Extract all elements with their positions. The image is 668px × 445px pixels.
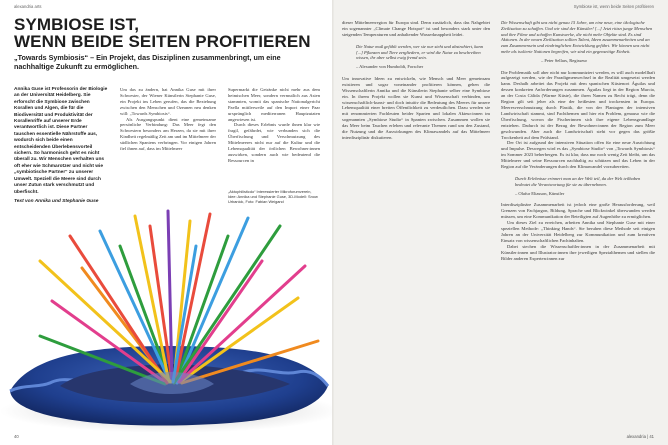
column-3-paragraph: Supermarkt die Getränke nicht mehr aus dem heimischen Meer, sondern vermutlich aus Asien stammten, womit das spanische Nationalgericht Paella mittlerweile auf den Import einer Paar ursprünglich mediterranen Hauptzutaten angewiesen ist.	[228, 87, 320, 122]
author-byline: Text von Annika und Stephanie Guse	[14, 199, 99, 204]
intro-paragraph: Annika Guse ist Professorin der Biologie an der Universität Heidelberg. Sie erforscht die Symbiose zwischen Korallen und Algen, die für die Biodiversität und Produktivität der Korallenriffe auf unserer Erde verantwortlich ist. Diese Partner tauschen essentielle Nährstoffe aus, wodurch sich beide einen entscheidenden Überlebensvorteil sichern. So harmonisch geht es nicht überall zu. Wir Menschen verhalten uns oft eher wie Schmarotzer und nicht wie „symbiotische Partner“ zu unserer Umwelt. Speziell die Meere sind durch unser Zutun stark verschmutzt und überfischt.	[14, 87, 108, 195]
column-4	[342, 20, 490, 141]
column-3-paragraph: Durch dieses Erlebnis wurde ihnen klar wie fragil, gefährdet, wie verbunden sich die Überfischung und Verschmutzung des Mittelmeeres nicht nur auf die Kultur und die Lebensqualität der örtlichen Bewohner:innen auswirken, sondern auch wie bedeutend die Ressourcen in	[228, 122, 320, 163]
eliasson-attribution: – Olafur Eliasson, Künstler	[515, 190, 565, 196]
image-caption: „Aktophilisticdo“ Interessierter Mikroforumverein, Idee: Annika und Stephanie Guse, 3D-Modell: Snow Urbanick, Foto: Fabian Weigand	[228, 189, 318, 204]
column-4-paragraph: Um innovative Ideen zu entwickeln, wie Mensch und Meer gemeinsam existieren und sogar voneinander profitieren können, gehen die Wissenschaftlerin Annika und die Künstlerin Stephanie selber eine Symbiose ein. In ihrem Projekt wollen sie Kunst und Wissenschaft verbinden, um wissenschaftlich-kunst- und doch intuitiv die Bedeutung des Meeres für unsere Lebensqualität einer breiten Öffentlichkeit zu verdeutlichen. Dazu werden sie mit renommierten Fachleuten beider Sparten und lokalen Akteur:innen im sogenannten „Symbiose Studio“ in Spanien zwischen. Zusammen wollen sie das Meer beim Tauchen erleben und relevante Themen rund um den Zustand, die Nutzung und die Auswirkungen des Klimawandels auf das Mittelmeer interdisziplinär diskutieren.	[342, 75, 490, 140]
column-3	[228, 87, 320, 164]
title-line-1: SYMBIOSE IST,	[14, 15, 140, 34]
sellars-quote-block	[501, 20, 655, 64]
humboldt-quote-block	[342, 44, 490, 70]
article-lead: „Towards Symbiosis“ – Ein Projekt, das Disziplinen zusammenbringt, um eine nachhaltige Zukunft zu ermöglichen.	[14, 53, 281, 71]
sellars-attribution: – Peter Sellars, Regisseur	[541, 57, 587, 63]
article-title	[14, 16, 311, 50]
sellars-quote: Die Wissenschaft gibt uns nicht genau 15 Jahre, um eine neue, eine ökologische Zivilisation zu schaffen. Und wir sind der Künstler! [...] Jetzt rittsn junge Menschen und ihre Filme und schaffen Kunstwerke, die nicht mehr Objekte sind. Es sind Aktionen. In der neuen Zivilisation sollten Talent, Ideen zusammenarbeiten und an zum Zusammensein und eindringlichen Entwicklung geführt. Wir können uns nicht mehr als isolierte Nationen begreifen, wir sind ein gegenseitige Einheit.	[501, 20, 653, 54]
column-2-paragraph: Um das zu ändern, hat Annika Guse mit ihrer Schwester, der Wiener Künstlerin Stephanie Guse, ein Projekt ins Leben gerufen, das die Beziehung zwischen den Menschen und Ozeanen neu denken will: „Towards Symbiosis“.	[120, 87, 216, 116]
straw-sculpture-photo	[0, 206, 334, 432]
column-5-paragraph: Um dieses Ziel zu erreichen, arbeiten Annika und Stephanie Guse mit einer speziellen Methode: „Thinking Hands“. Sie beruhen diese Methode seit einigen Jahren an der Universität Heidelberg zur Kommunikation und zum kreativen Einsatz von wissenschaftlichen Fachinhalten.	[501, 220, 655, 243]
column-5-paragraph: Die Problematik soll aber nicht nur kommuniziert werden, es will auch modellhaft aufgezeigt werden, wie der Paradigmenwechsel in die Realität umgesetzt werden kann. Deshalb arbeitet das Projekt mit dem spanischen Küstenort Águilas und dessen konkreten Anforderungen zusammen. Águilas liegt in der Region Murcia, an der Costa Cálida (Warme Küste), die ihren Namen zu Recht trägt, denn die Region gilt seit jeher als eine der heißesten und trockensten in Europa. Meeresverschmutzung durch Plastik, die von der Plantagen der intensiven Landwirtschaft stammt, sind Fachthemen und hier ein Problem, genauso wie die Überfischung, wovon die Fischerinnen sich ihre eigene Lebensgrundlage entziehen. Dadurch ist der Bezug der Bewohner:innen der Region zum Meer geschwunden. Aber auch die Landwirtschaft steht vor gegen das größte Trockenheit auf dem Prüfstand.	[501, 69, 655, 140]
left-running-header: alexandria arts	[14, 4, 42, 9]
column-5	[501, 20, 655, 261]
eliasson-quote: Durch Erlebnisse erinnert man an der Welt teil, da der Welt teilhaben bedeutet die Verantwortung für sie zu übernehmen.	[515, 175, 641, 187]
column-4-paragraph: dieser Mittelmeerregion für Europa sind. Denn zusätzlich, dass das Nahgebiet ein sogenannter „Climate Change Hotspot“ ist und besonders stark unter den steigenden Temperaturen und anhaltender Wasserknappheit leidet.	[342, 20, 490, 37]
eliasson-quote-block	[501, 176, 655, 196]
column-2	[120, 87, 216, 152]
column-5-paragraph: Interdisziplinäre Zusammenarbeit ist jedoch eine große Herausforderung, weil Grenzen von Fachjargon, Bildung, Sprache und Blickwinkel überwunden werden müssen, um eine Kommunikation der Beteiligten auf Augenhöhe zu ermöglichen.	[501, 202, 655, 220]
right-page-number: alexandria | 41	[626, 434, 654, 439]
left-page-number: 40	[14, 434, 19, 439]
title-line-2: WENN BEIDE SEITEN PROFITIEREN	[14, 32, 311, 51]
column-2-paragraph: Als Ausgangspunkt dient eine gemeinsame persönliche Verbindung: Das Meer fegt den Schwestern besonders am Herzen, da sie mit ihrer Kindheit regelmäßig Zeit am und im Mittelmeer der südlichen Spaniens verbringen. Vor einigen Jahren fiel ihnen auf, dass im Mittelmeer	[120, 116, 216, 152]
humboldt-quote: Die Natur muß gefühlt werden, wer sie nur sieht und abstrahiert, kann [...] Pflanzen und Tiere zergliedern, er wird die Natur zu beschreiben wissen, ihr aber selbst ewig fremd sein.	[356, 43, 483, 61]
right-running-header: Symbiose ist, wenn beide Seiten profitieren	[573, 4, 654, 9]
humboldt-attribution: – Alexander von Humboldt, Forscher	[356, 64, 424, 70]
right-page	[334, 0, 668, 445]
column-5-paragraph: Dabei stechen die Wissenschaftler:innen in der Zusammenarbeit mit Künstler:innen und Illustrator:innen ihre jeweiligen Spezialthemen und stellen die Bilder anderen Experten:innen zur	[501, 243, 655, 261]
column-5-paragraph: Der Ort ist aufgrund der intensiven Situation offen für eine neue Ausrichtung und Impulse. Deswegen wird es das „Symbiose Studio“ von „Towards Symbiosis“ im Sommer 2023 beherbergen. Es ist klar, dass nur noch wenig Zeit bleibt, um das Mittelmeer und seine Ressourcen nachhaltig zu schützen und das Leben in der Region auf die Veränderungen durch den Klimawandel vorzubereiten.	[501, 140, 655, 170]
